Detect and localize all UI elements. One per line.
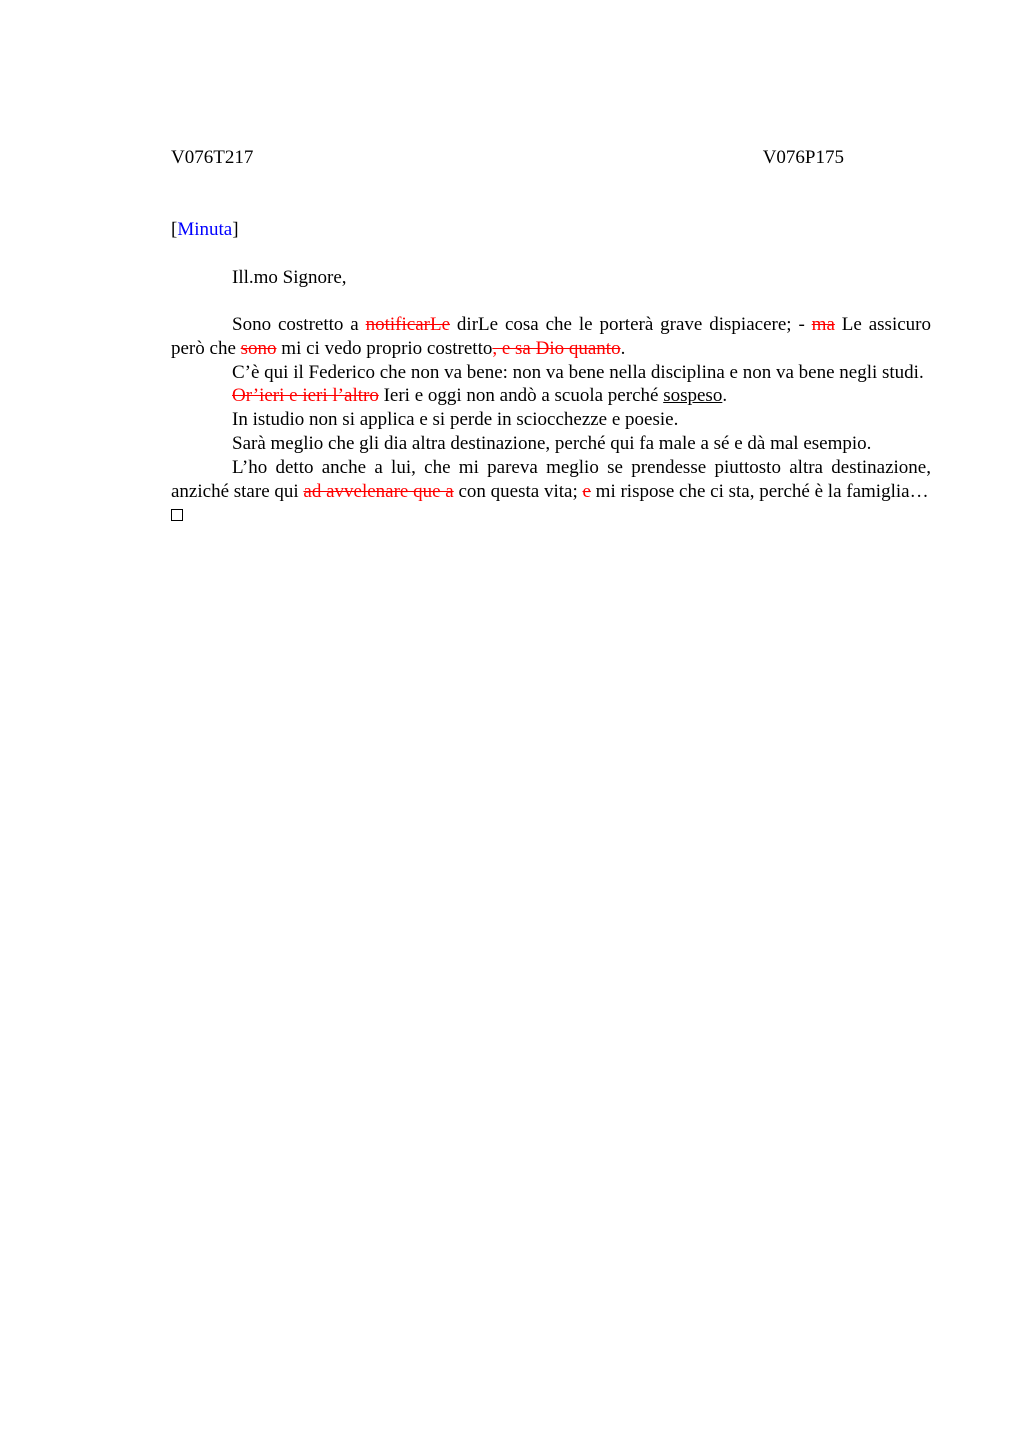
letter-body [171,313,931,528]
text-segment: . [722,385,728,407]
text-segment: mi rispose che ci sta, perché è la famiglia… [590,480,929,502]
paragraph-4: In istudio non si applica e si perde in sciocchezze e poesie. [232,409,679,431]
end-marker [171,503,931,528]
underlined-text: sospeso [663,385,723,407]
text-segment: Ieri e oggi non andò a scuola perché [378,385,664,407]
document-type-label [171,218,239,242]
deleted-text: ad avvelenare que a [303,480,454,502]
paragraph-3 [171,384,931,408]
text-segment: mi ci vedo proprio costretto [276,337,493,359]
deleted-text: ma [811,314,835,335]
text-segment: con questa vita; [453,480,583,502]
deleted-text: , e sa Dio quanto [492,337,621,359]
label-close-bracket: ] [232,219,239,240]
deleted-text: notificarLe [365,314,451,335]
deleted-text: Or’ieri e ieri l’altro [232,385,379,407]
text-segment: Le assicuro però che [171,314,931,359]
paragraph-2: C’è qui il Federico che non va bene: non va bene nella disciplina e non va bene negli studi. [232,361,924,383]
document-header [171,146,844,170]
letter-greeting: Ill.mo Signore, [232,267,347,288]
text-segment: Sono costretto a [232,314,366,335]
deleted-text: e [582,480,591,502]
label-minuta: Minuta [177,219,233,240]
document-code-left: V076T217 [171,147,254,168]
paragraph-5: Sarà meglio che gli dia altra destinazione, perché qui fa male a sé e dà mal esempio. [232,432,872,454]
empty-square-icon [171,509,183,521]
label-open-bracket: [ [171,219,178,240]
deleted-text: sono [240,337,277,359]
paragraph-6 [171,456,931,504]
paragraph-1 [171,313,931,361]
text-segment: . [620,337,626,359]
document-code-right: V076P175 [762,147,844,168]
text-segment: dirLe cosa che le porterà grave dispiacere; - [450,314,812,335]
text-segment: L’ho detto anche a lui, che mi pareva meglio se prendesse piuttosto altra destinazione, anziché stare qui [171,456,931,502]
